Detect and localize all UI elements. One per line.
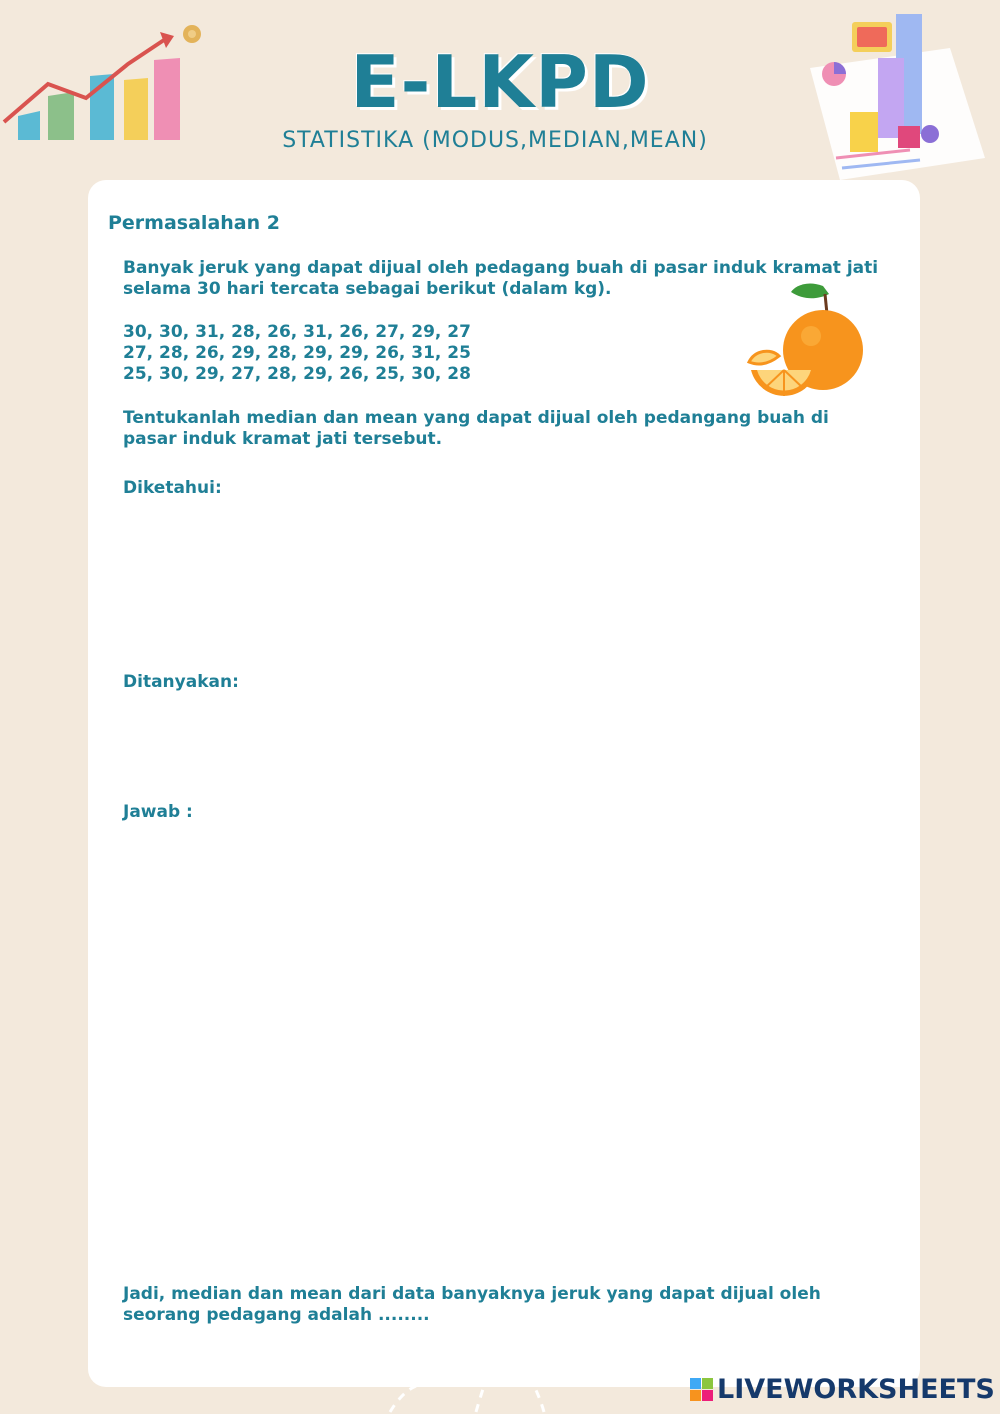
liveworksheets-logo-icon	[690, 1378, 713, 1401]
liveworksheets-logo	[690, 1374, 995, 1405]
known-label: Diketahui:	[123, 478, 222, 498]
data-row: 27, 28, 26, 29, 28, 29, 29, 26, 31, 25	[123, 343, 471, 363]
problem-heading: Permasalahan 2	[108, 212, 280, 234]
brand-name: LIVEWORKSHEETS	[717, 1374, 995, 1405]
dashed-decoration-icon	[380, 1380, 560, 1414]
problem-statement: Banyak jeruk yang dapat dijual oleh pedagang buah di pasar induk kramat jati selama 30 hari tercata sebagai berikut (dalam kg).	[123, 258, 879, 299]
data-row: 25, 30, 29, 27, 28, 29, 26, 25, 30, 28	[123, 364, 471, 384]
orange-fruit-icon	[745, 278, 870, 400]
page-title: E-LKPD	[350, 40, 650, 124]
problem-question: Tentukanlah median dan mean yang dapat dijual oleh pedangang buah di pasar induk kramat jati tersebut.	[123, 408, 829, 449]
conclusion-text: Jadi, median dan mean dari data banyaknya jeruk yang dapat dijual oleh seorang pedagang adalah ........	[123, 1284, 821, 1325]
answer-label: Jawab :	[123, 802, 193, 822]
asked-label: Ditanyakan:	[123, 672, 239, 692]
page-subtitle: STATISTIKA (MODUS,MEDIAN,MEAN)	[282, 128, 708, 153]
data-row: 30, 30, 31, 28, 26, 31, 26, 27, 29, 27	[123, 322, 471, 342]
